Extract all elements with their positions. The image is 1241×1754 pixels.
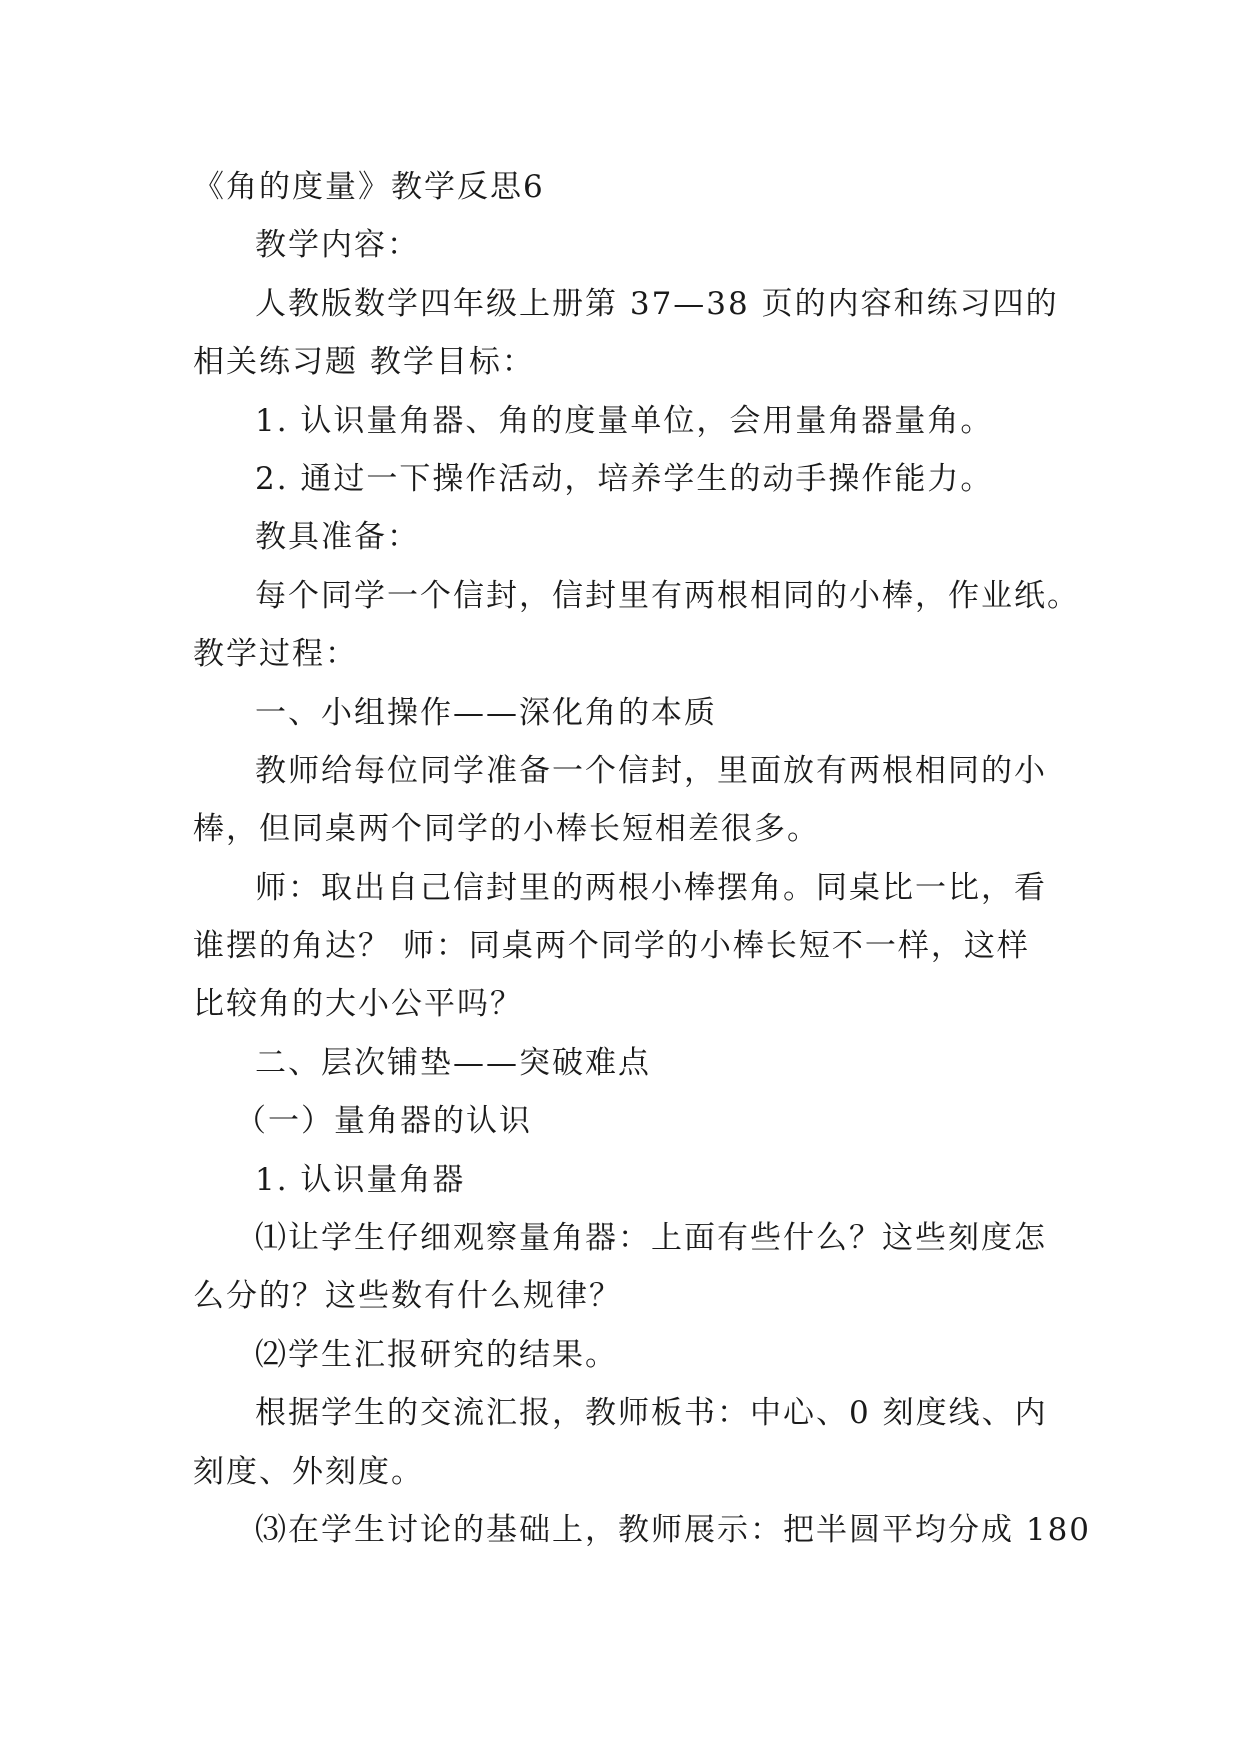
text-line: 1. 认识量角器、角的度量单位，会用量角器量角。 xyxy=(255,402,994,439)
text-line: 教学内容： xyxy=(255,227,420,264)
text-line: 谁摆的角达？ 师：同桌两个同学的小棒长短不一样，这样 xyxy=(193,928,1030,965)
text-line: 人教版数学四年级上册第 37—38 页的内容和练习四的 xyxy=(255,285,1059,322)
text-line: ⑴让学生仔细观察量角器：上面有些什么？这些刻度怎 xyxy=(255,1220,1047,1257)
text-line: 师：取出自己信封里的两根小棒摆角。同桌比一比，看 xyxy=(255,869,1047,906)
text-line: ⑵学生汇报研究的结果。 xyxy=(255,1336,618,1373)
text-line: 每个同学一个信封，信封里有两根相同的小棒，作业纸。 xyxy=(255,577,1080,614)
text-line: 教具准备： xyxy=(255,519,420,556)
text-line: 教学过程： xyxy=(193,636,358,673)
text-line: ⑶在学生讨论的基础上，教师展示：把半圆平均分成 180 xyxy=(255,1511,1092,1548)
text-line: 刻度、外刻度。 xyxy=(193,1453,424,1490)
document-body xyxy=(193,158,1092,1559)
text-line: 相关练习题 教学目标： xyxy=(193,344,535,381)
text-line: 一、小组操作——深化角的本质 xyxy=(255,694,717,731)
text-line: 教师给每位同学准备一个信封，里面放有两根相同的小 xyxy=(255,752,1047,789)
text-line: 1. 认识量角器 xyxy=(255,1161,466,1198)
text-line: 2. 通过一下操作活动，培养学生的动手操作能力。 xyxy=(255,460,994,497)
text-line: 二、层次铺垫——突破难点 xyxy=(255,1044,651,1081)
document-title: 《角的度量》教学反思6 xyxy=(193,169,545,205)
text-line: 棒，但同桌两个同学的小棒长短相差很多。 xyxy=(193,811,820,848)
text-line: 根据学生的交流汇报，教师板书：中心、0 刻度线、内 xyxy=(255,1395,1048,1432)
text-line: （一）量角器的认识 xyxy=(235,1103,532,1140)
text-line: 么分的？这些数有什么规律？ xyxy=(193,1278,622,1315)
text-line: 比较角的大小公平吗？ xyxy=(193,986,523,1023)
